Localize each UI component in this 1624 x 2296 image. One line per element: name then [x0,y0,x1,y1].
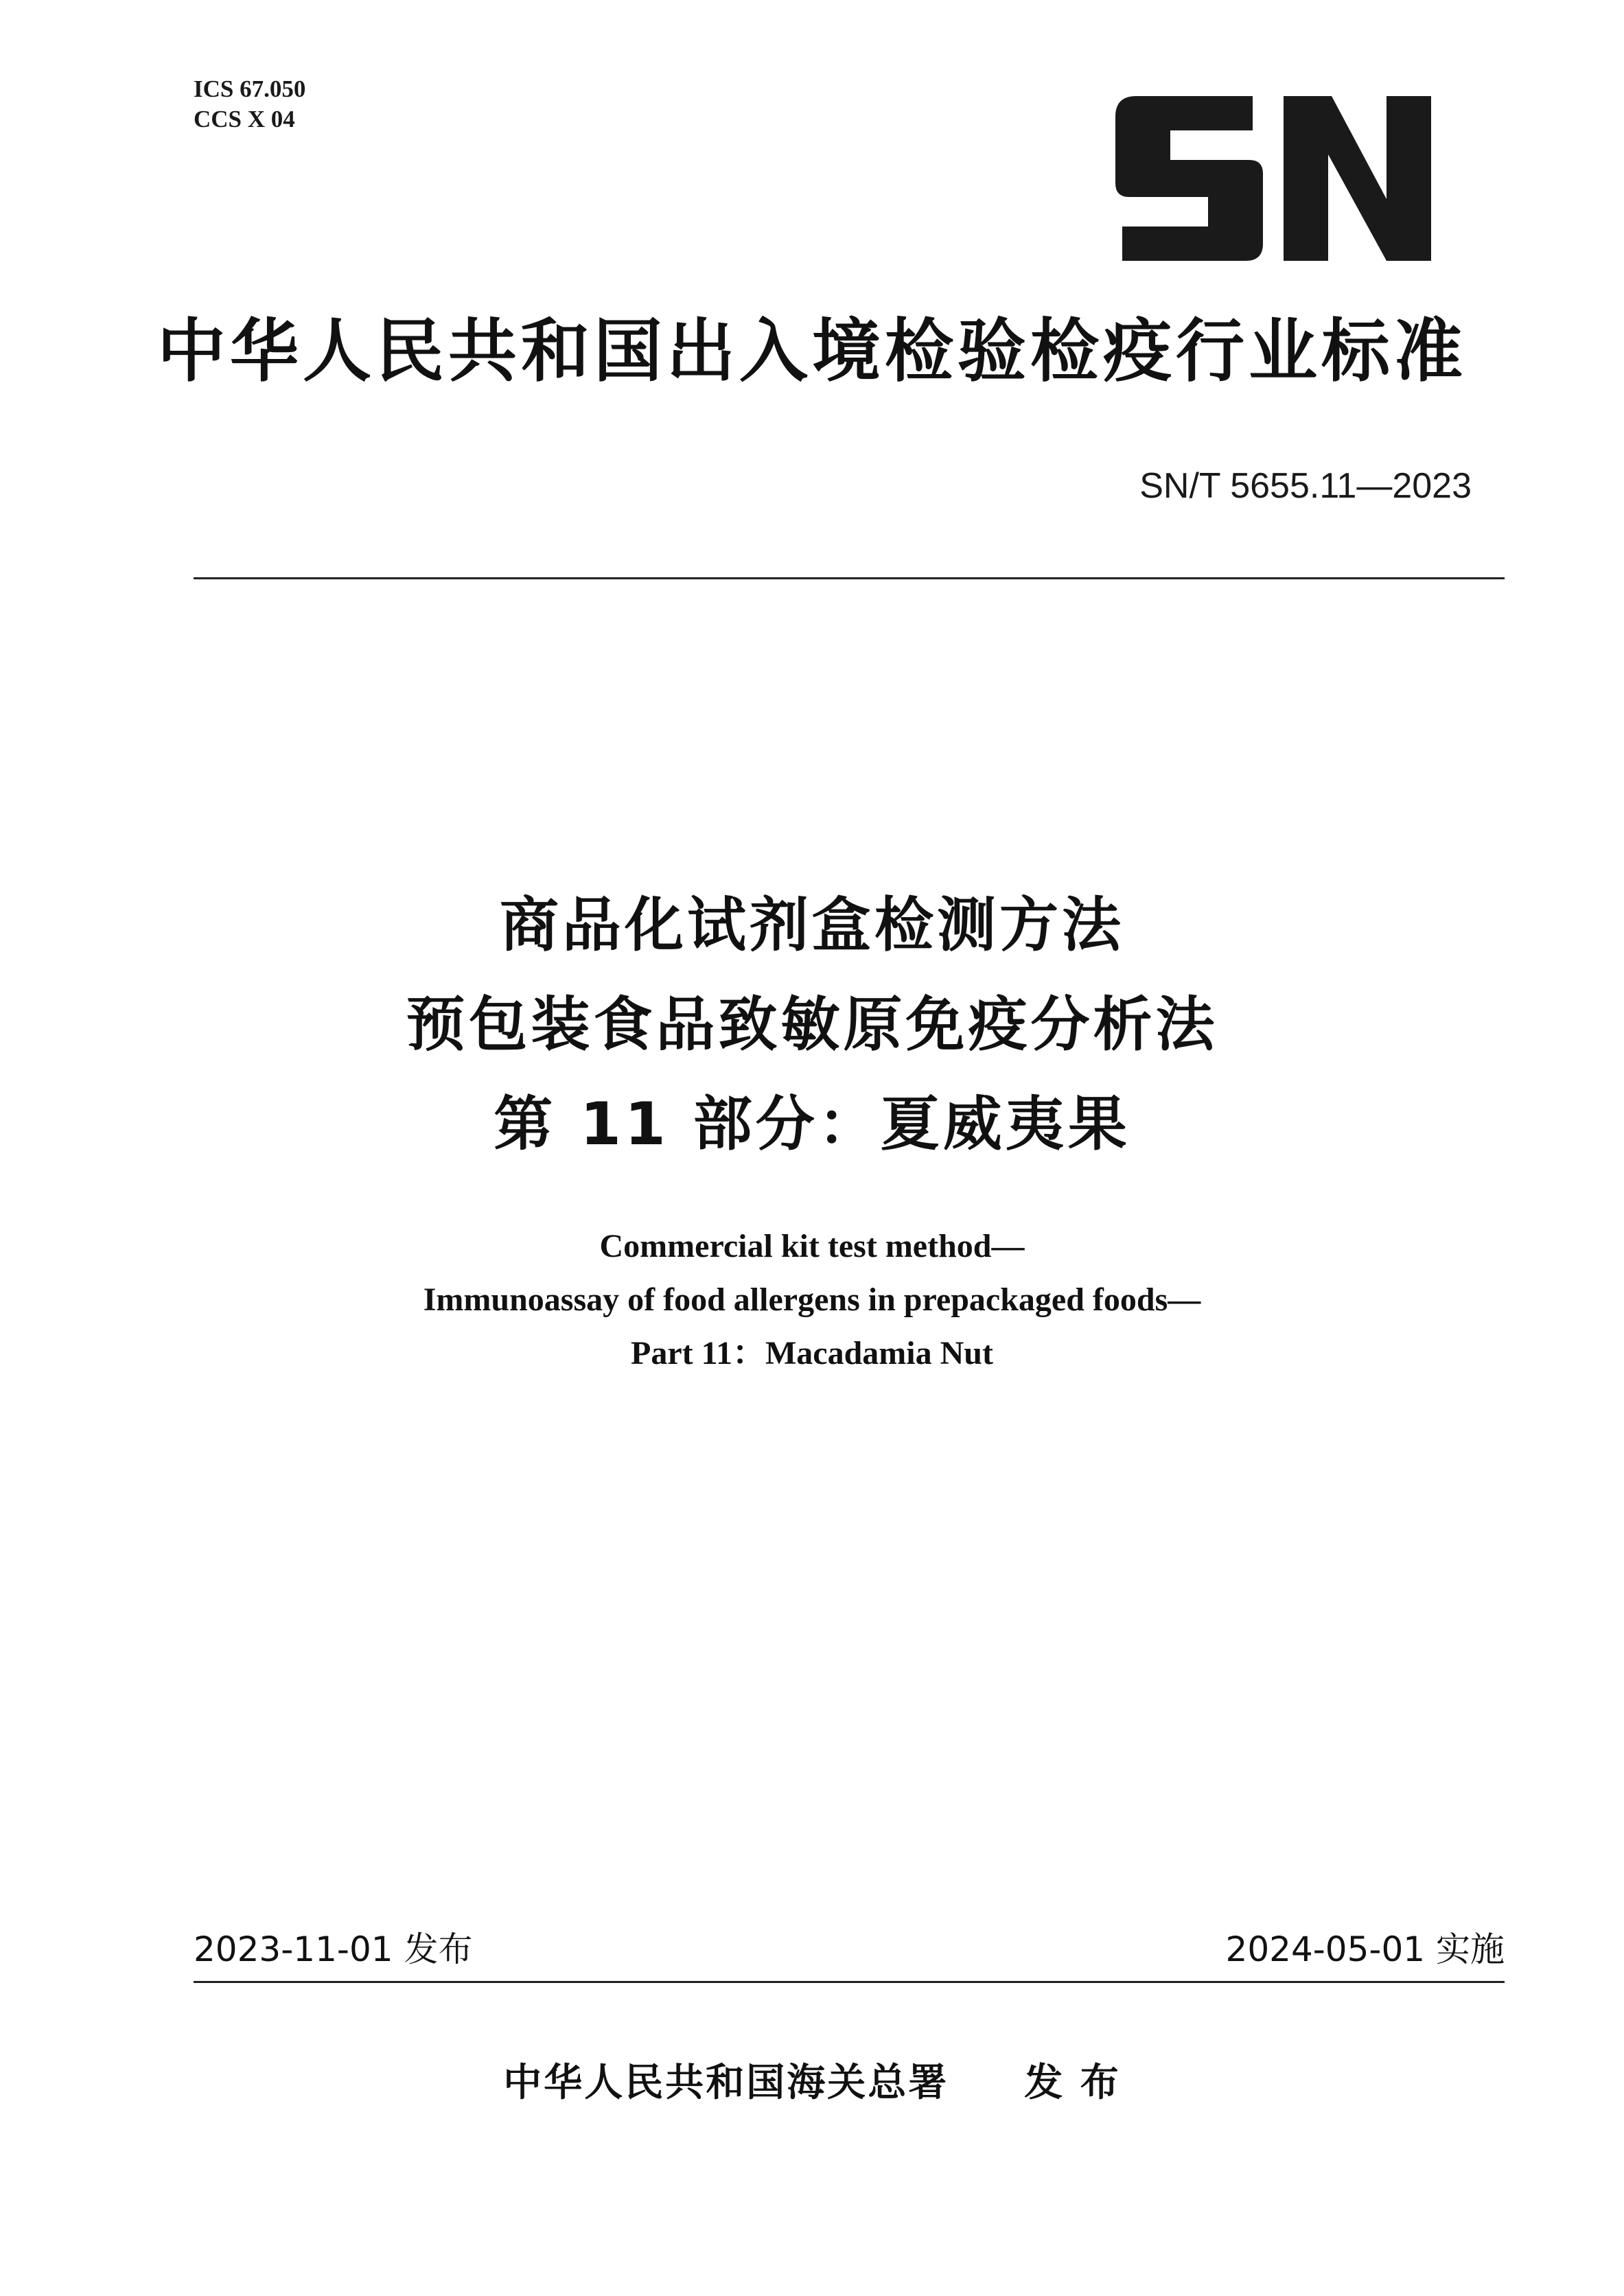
publisher-line [0,2059,1624,2107]
english-title-line-2: Immunoassay of food allergens in prepackaged foods— [423,1282,1201,1318]
publisher-name: 中华人民共和国海关总署 [503,2061,949,2105]
classification-codes [194,74,305,135]
chinese-title-line-2: 预包装食品致敏原免疫分析法 [406,990,1218,1059]
industry-standard-title: 中华人民共和国出入境检验检疫行业标准 [157,311,1467,391]
publisher-action: 发 布 [1024,2061,1121,2105]
english-title-line-3: Part 11：Macadamia Nut [631,1335,993,1371]
sn-logo-n-shape [1284,96,1431,261]
implementation-date: 2024-05-01 实施 [1225,1929,1505,1969]
ics-code: ICS 67.050 [194,76,306,102]
sn-logo [1115,96,1431,261]
ccs-code: CCS X 04 [194,106,295,132]
chinese-title-line-3: 第 11 部分：夏威夷果 [494,1090,1130,1159]
sn-logo-lettering: SN [1273,233,1275,234]
chinese-title-line-1: 商品化试剂盒检测方法 [500,891,1124,960]
header-divider [194,577,1505,579]
english-title-line-1: Commercial kit test method— [599,1228,1025,1264]
footer-divider [194,1981,1505,1983]
issue-date: 2023-11-01 发布 [194,1929,473,1969]
sn-logo-s-shape [1115,96,1263,261]
standard-number: SN/T 5655.11—2023 [1139,466,1472,506]
